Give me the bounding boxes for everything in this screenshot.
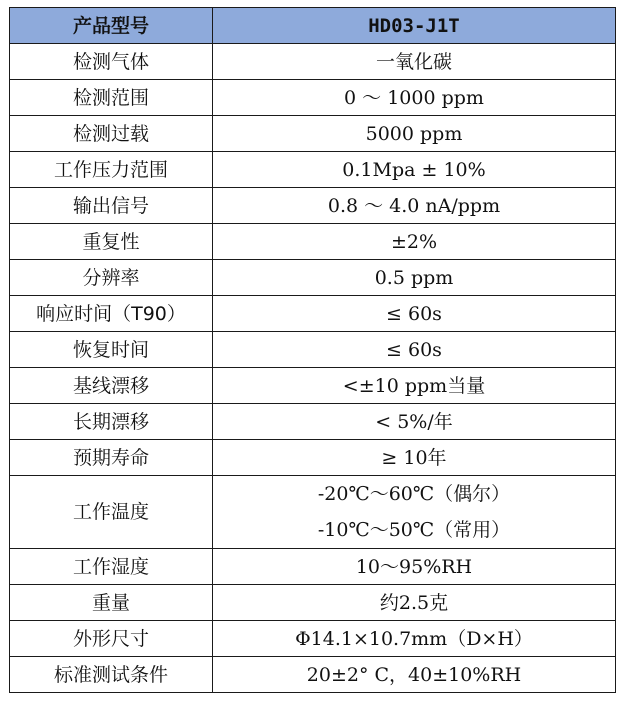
table-row	[10, 549, 616, 585]
header-row	[10, 8, 616, 44]
table-row	[10, 116, 616, 152]
row-value-overload: 5000 ppm	[213, 116, 616, 152]
row-value-resolution: 0.5 ppm	[213, 260, 616, 296]
row-label-recovery-time: 恢复时间	[10, 332, 213, 368]
row-value-temperature	[213, 476, 616, 549]
row-label-output: 输出信号	[10, 188, 213, 224]
temperature-line-occasional: -20℃～60℃（偶尔）	[317, 483, 511, 505]
table-row	[10, 80, 616, 116]
row-label-repeatability: 重复性	[10, 224, 213, 260]
row-label-longterm-drift: 长期漂移	[10, 404, 213, 440]
spec-table	[9, 7, 616, 693]
row-value-pressure: 0.1Mpa ± 10%	[213, 152, 616, 188]
row-label-pressure: 工作压力范围	[10, 152, 213, 188]
row-label-temperature: 工作温度	[10, 476, 213, 549]
row-value-repeatability: ±2%	[213, 224, 616, 260]
row-label-dimensions: 外形尺寸	[10, 621, 213, 657]
row-label-lifetime: 预期寿命	[10, 440, 213, 476]
row-label-resolution: 分辨率	[10, 260, 213, 296]
row-value-longterm-drift: < 5%/年	[213, 404, 616, 440]
row-label-baseline-drift: 基线漂移	[10, 368, 213, 404]
table-row	[10, 585, 616, 621]
table-row	[10, 476, 616, 549]
table-row	[10, 260, 616, 296]
row-value-lifetime: ≥ 10年	[213, 440, 616, 476]
row-label-overload: 检测过载	[10, 116, 213, 152]
row-label-humidity: 工作湿度	[10, 549, 213, 585]
table-row	[10, 440, 616, 476]
row-value-weight: 约2.5克	[213, 585, 616, 621]
row-value-humidity: 10～95%RH	[213, 549, 616, 585]
row-label-range: 检测范围	[10, 80, 213, 116]
table-row	[10, 296, 616, 332]
spec-sheet	[9, 7, 615, 693]
table-row	[10, 44, 616, 80]
header-label-cell: 产品型号	[10, 8, 213, 44]
row-value-baseline-drift: <±10 ppm当量	[213, 368, 616, 404]
table-row	[10, 152, 616, 188]
row-value-recovery-time: ≤ 60s	[213, 332, 616, 368]
header-model-cell: HD03-J1T	[213, 8, 616, 44]
table-row	[10, 368, 616, 404]
row-value-dimensions: Φ14.1×10.7mm（D×H）	[213, 621, 616, 657]
temperature-line-normal: -10℃～50℃（常用）	[317, 519, 511, 541]
row-label-test-conditions: 标准测试条件	[10, 657, 213, 693]
table-row	[10, 657, 616, 693]
row-value-range: 0 ～ 1000 ppm	[213, 80, 616, 116]
row-label-weight: 重量	[10, 585, 213, 621]
table-row	[10, 332, 616, 368]
table-row	[10, 188, 616, 224]
row-value-gas: 一氧化碳	[213, 44, 616, 80]
row-label-gas: 检测气体	[10, 44, 213, 80]
row-label-response-time: 响应时间（T90）	[10, 296, 213, 332]
table-row	[10, 224, 616, 260]
table-row	[10, 621, 616, 657]
row-value-output: 0.8 ～ 4.0 nA/ppm	[213, 188, 616, 224]
row-value-test-conditions: 20±2° C，40±10%RH	[213, 657, 616, 693]
row-value-response-time: ≤ 60s	[213, 296, 616, 332]
table-row	[10, 404, 616, 440]
